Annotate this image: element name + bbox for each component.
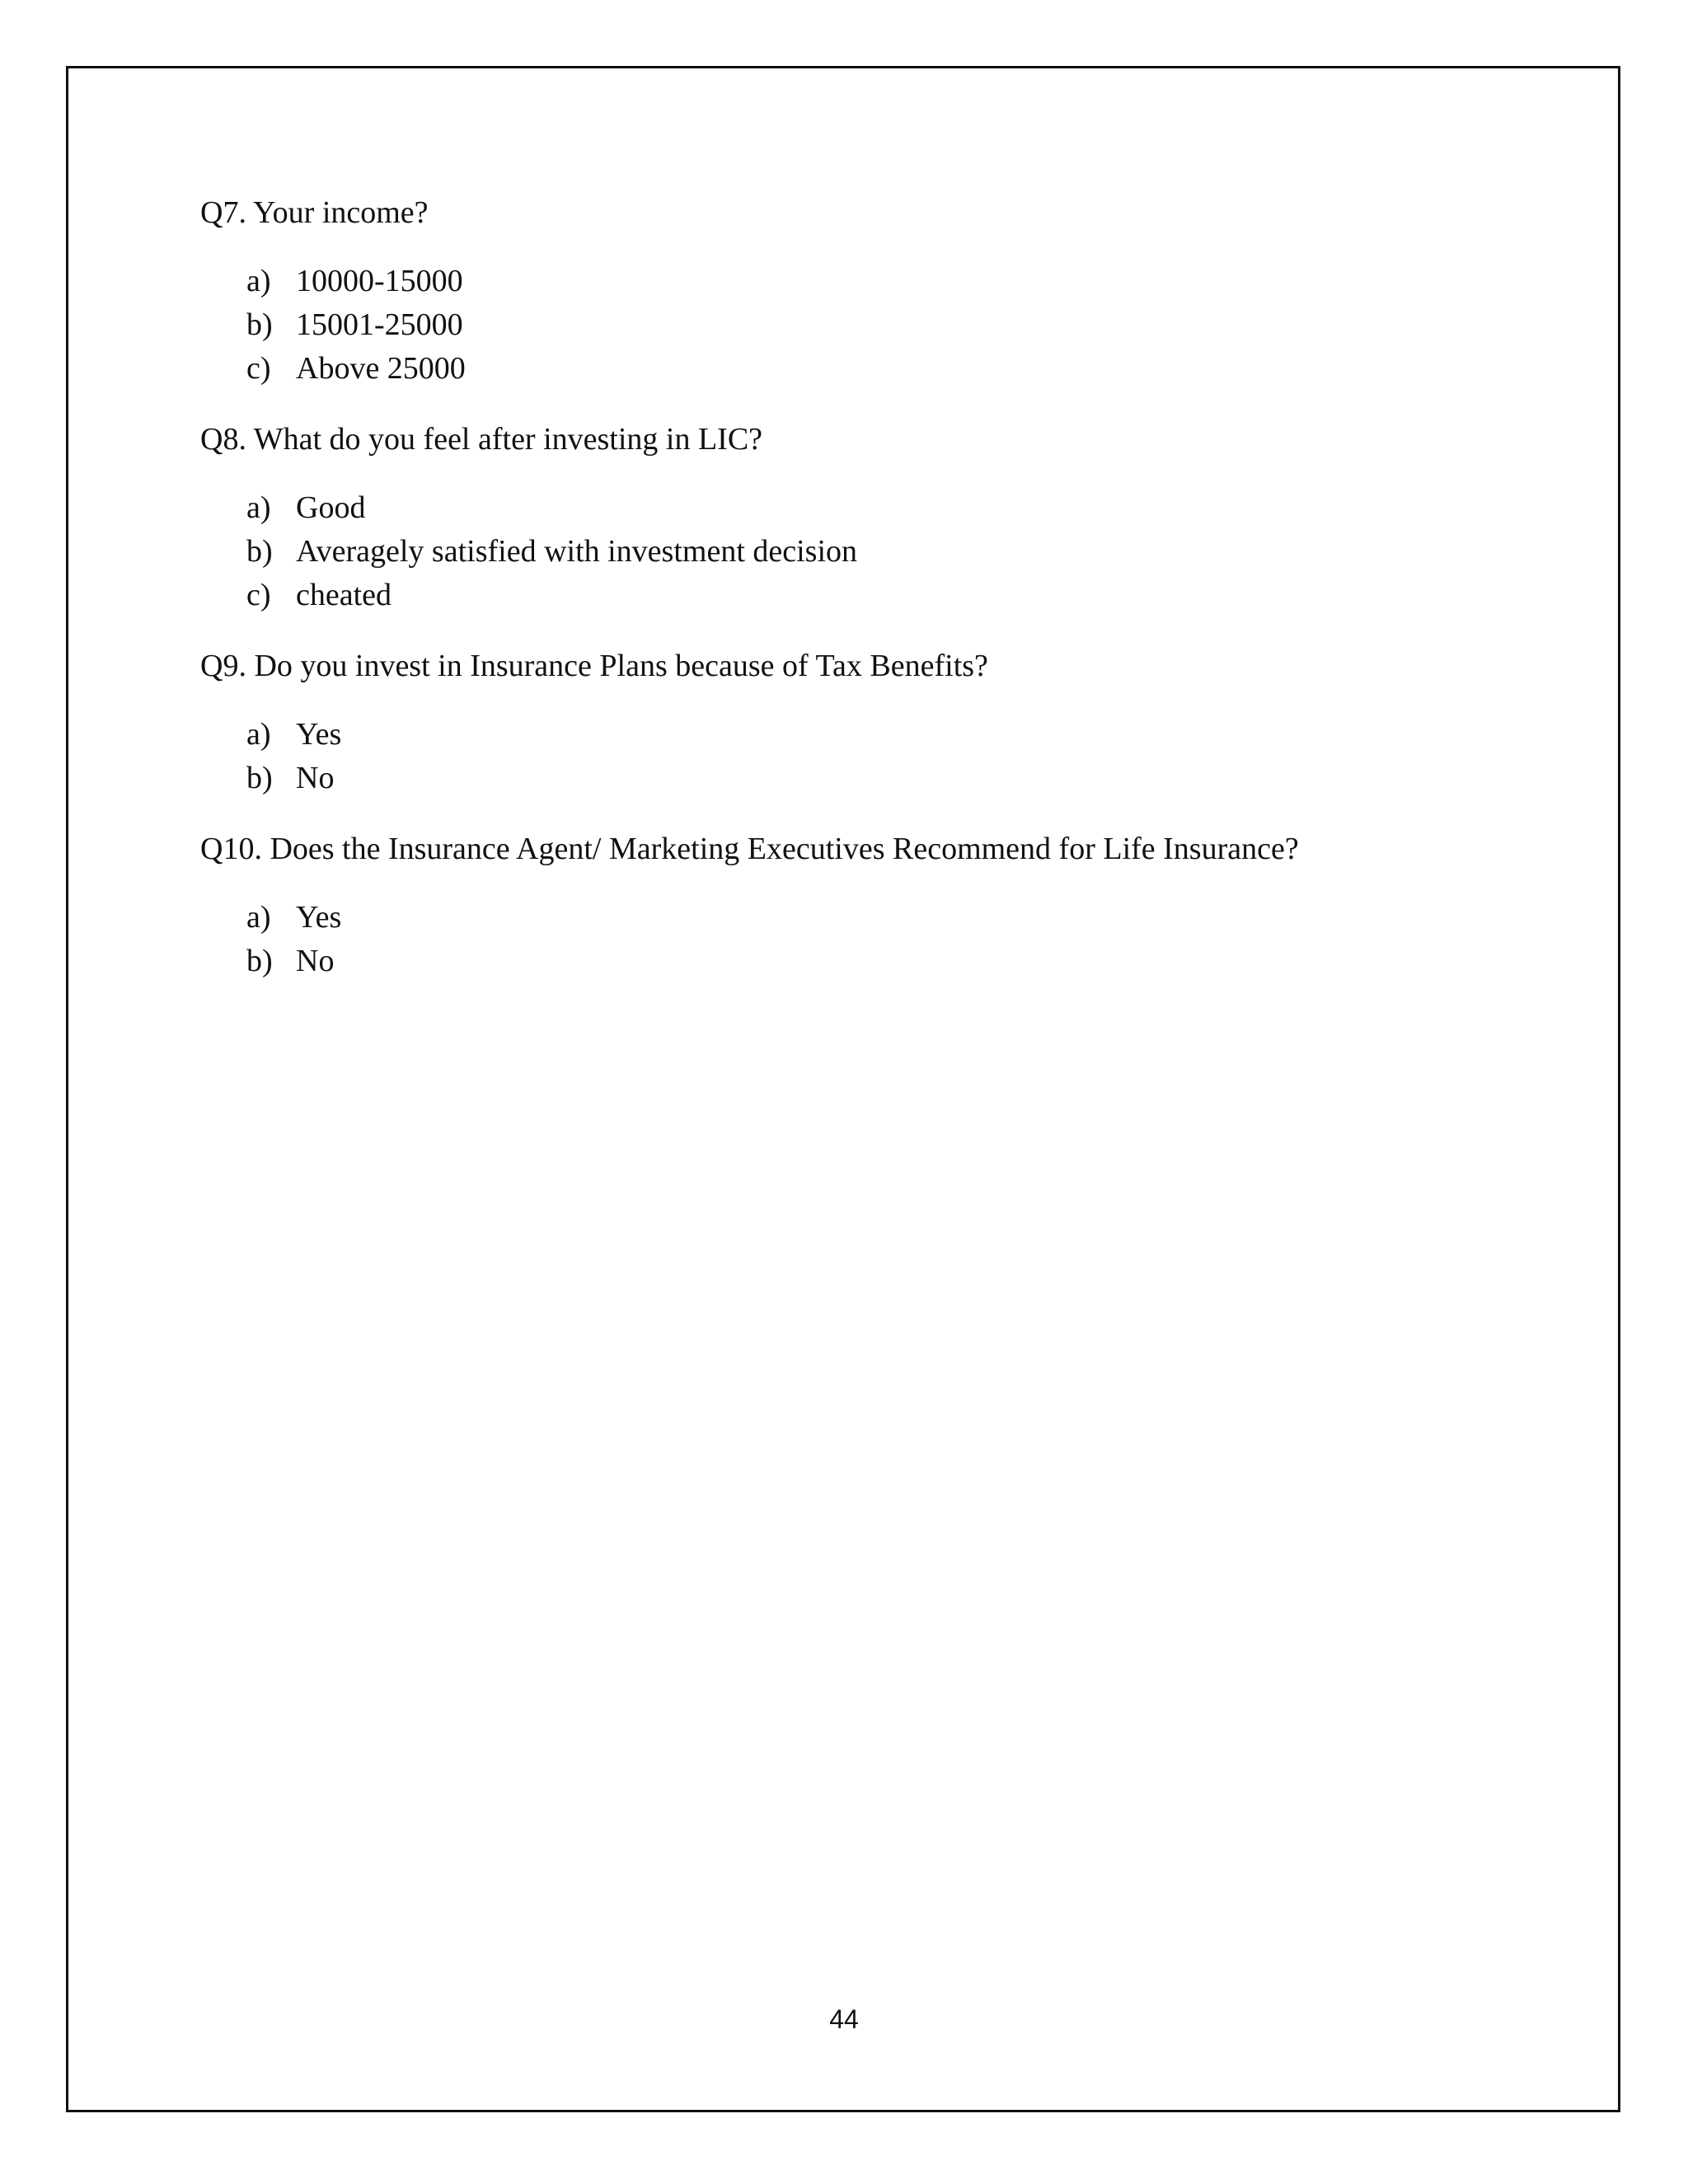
option-marker: a) — [246, 264, 271, 298]
page-number: 44 — [829, 2004, 859, 2034]
option-text: Above 25000 — [296, 351, 466, 386]
option-marker: a) — [246, 900, 271, 935]
option-q9-a — [246, 713, 1486, 757]
option-q8-a — [246, 486, 1486, 530]
option-marker: b) — [246, 534, 273, 569]
option-q10-a — [246, 896, 1486, 940]
question-q8: Q8. What do you feel after investing in LIC? — [200, 422, 763, 457]
option-q8-c — [246, 574, 1486, 617]
option-q7-a — [246, 260, 1486, 303]
option-marker: c) — [246, 578, 271, 612]
option-text: 15001-25000 — [296, 307, 463, 342]
options-q10 — [200, 896, 1486, 983]
option-text: No — [296, 944, 335, 978]
option-marker: c) — [246, 351, 271, 386]
options-q8 — [200, 486, 1486, 617]
option-marker: b) — [246, 761, 273, 795]
option-q9-b — [246, 757, 1486, 800]
question-q7: Q7. Your income? — [200, 195, 429, 230]
question-q9: Q9. Do you invest in Insurance Plans because of Tax Benefits? — [200, 649, 988, 683]
options-q7 — [200, 260, 1486, 391]
option-text: Yes — [296, 900, 342, 935]
option-marker: b) — [246, 307, 273, 342]
option-text: Averagely satisfied with investment decision — [296, 534, 858, 569]
option-q7-c — [246, 347, 1486, 391]
questionnaire — [200, 191, 1486, 1010]
option-text: Yes — [296, 717, 342, 752]
option-text: No — [296, 761, 335, 795]
option-text: Good — [296, 490, 366, 525]
option-marker: a) — [246, 717, 271, 752]
option-marker: b) — [246, 944, 273, 978]
option-text: 10000-15000 — [296, 264, 463, 298]
options-q9 — [200, 713, 1486, 800]
option-q7-b — [246, 303, 1486, 347]
option-q10-b — [246, 940, 1486, 983]
option-text: cheated — [296, 578, 392, 612]
option-marker: a) — [246, 490, 271, 525]
option-q8-b — [246, 530, 1486, 574]
question-q10: Q10. Does the Insurance Agent/ Marketing Executives Recommend for Life Insurance? — [200, 832, 1299, 866]
